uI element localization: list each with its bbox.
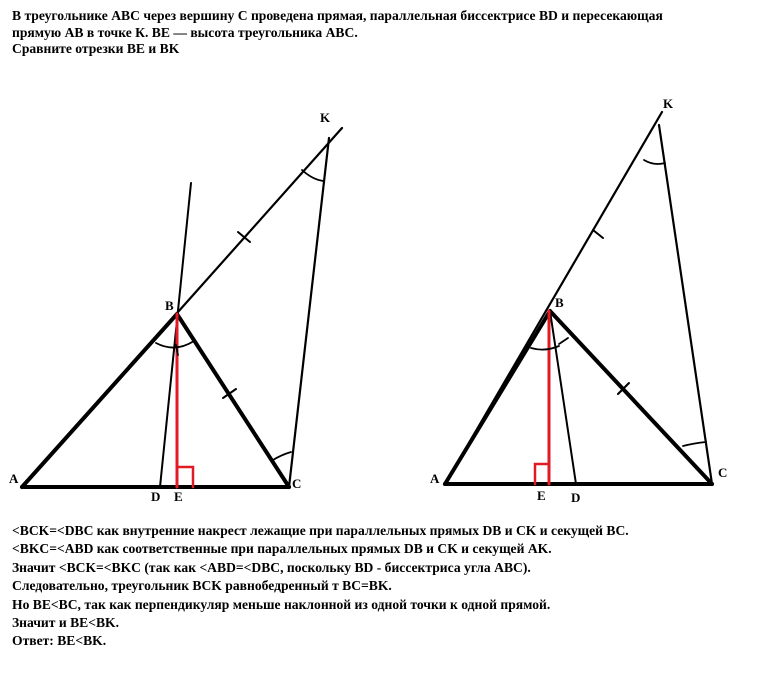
label-a: A xyxy=(9,471,19,486)
right-labels xyxy=(430,96,727,505)
solution-text xyxy=(12,522,629,651)
label-b: B xyxy=(555,295,564,310)
angle-arc-k xyxy=(644,160,665,164)
label-k: K xyxy=(320,110,331,125)
solution-line: Ответ: BE<BK. xyxy=(12,633,107,649)
angle-arc-c xyxy=(273,452,291,460)
angle-arc-c xyxy=(683,442,706,446)
problem-line: В треугольнике ABC через вершину С проведена прямая, параллельная биссектрисе BD и пересекающая xyxy=(12,8,663,23)
line-ck xyxy=(289,138,329,487)
side-ab xyxy=(22,314,177,487)
right-figure xyxy=(445,112,712,484)
label-a: A xyxy=(430,471,440,486)
side-ab xyxy=(445,311,550,484)
left-figure xyxy=(22,128,342,487)
right-angle-mark xyxy=(177,467,193,487)
label-d: D xyxy=(151,489,161,504)
label-e: E xyxy=(174,489,183,504)
solution-line: Но BE<BC, так как перпендикуляр меньше наклонной из одной точки к одной прямой. xyxy=(12,596,551,612)
label-k: K xyxy=(663,96,674,111)
solution-line: Значит <BCK=<BKC (так как <ABD=<DBC, поскольку BD - биссектриса угла ABC). xyxy=(12,559,531,575)
label-c: C xyxy=(718,465,728,480)
label-c: C xyxy=(292,476,302,491)
right-angle-mark xyxy=(535,464,549,484)
solution-line: Следовательно, треугольник BCK равнобедренный т BC=BK. xyxy=(12,578,392,594)
label-b: B xyxy=(165,298,174,313)
solution-line: <BCK=<DBC как внутренние накрест лежащие при параллельных прямых DB и CK и секущей BC. xyxy=(12,523,629,538)
side-bc xyxy=(177,314,289,487)
solution-line: Значит и BE<BK. xyxy=(12,614,119,630)
label-e: E xyxy=(537,488,546,503)
label-d: D xyxy=(571,490,581,505)
arc-tick xyxy=(559,338,568,344)
tick-bk xyxy=(593,230,603,238)
line-ck xyxy=(659,125,712,484)
problem-line: прямую AB в точке К. BE — высота треугольника ABC. xyxy=(12,24,358,40)
solution-line: <BKC=<ABD как соответственные при параллельных прямых DB и CK и секущей AK. xyxy=(12,541,552,557)
angle-arc-k xyxy=(302,170,324,181)
problem-line: Сравните отрезки BE и BK xyxy=(12,41,180,56)
side-bc xyxy=(550,311,712,484)
